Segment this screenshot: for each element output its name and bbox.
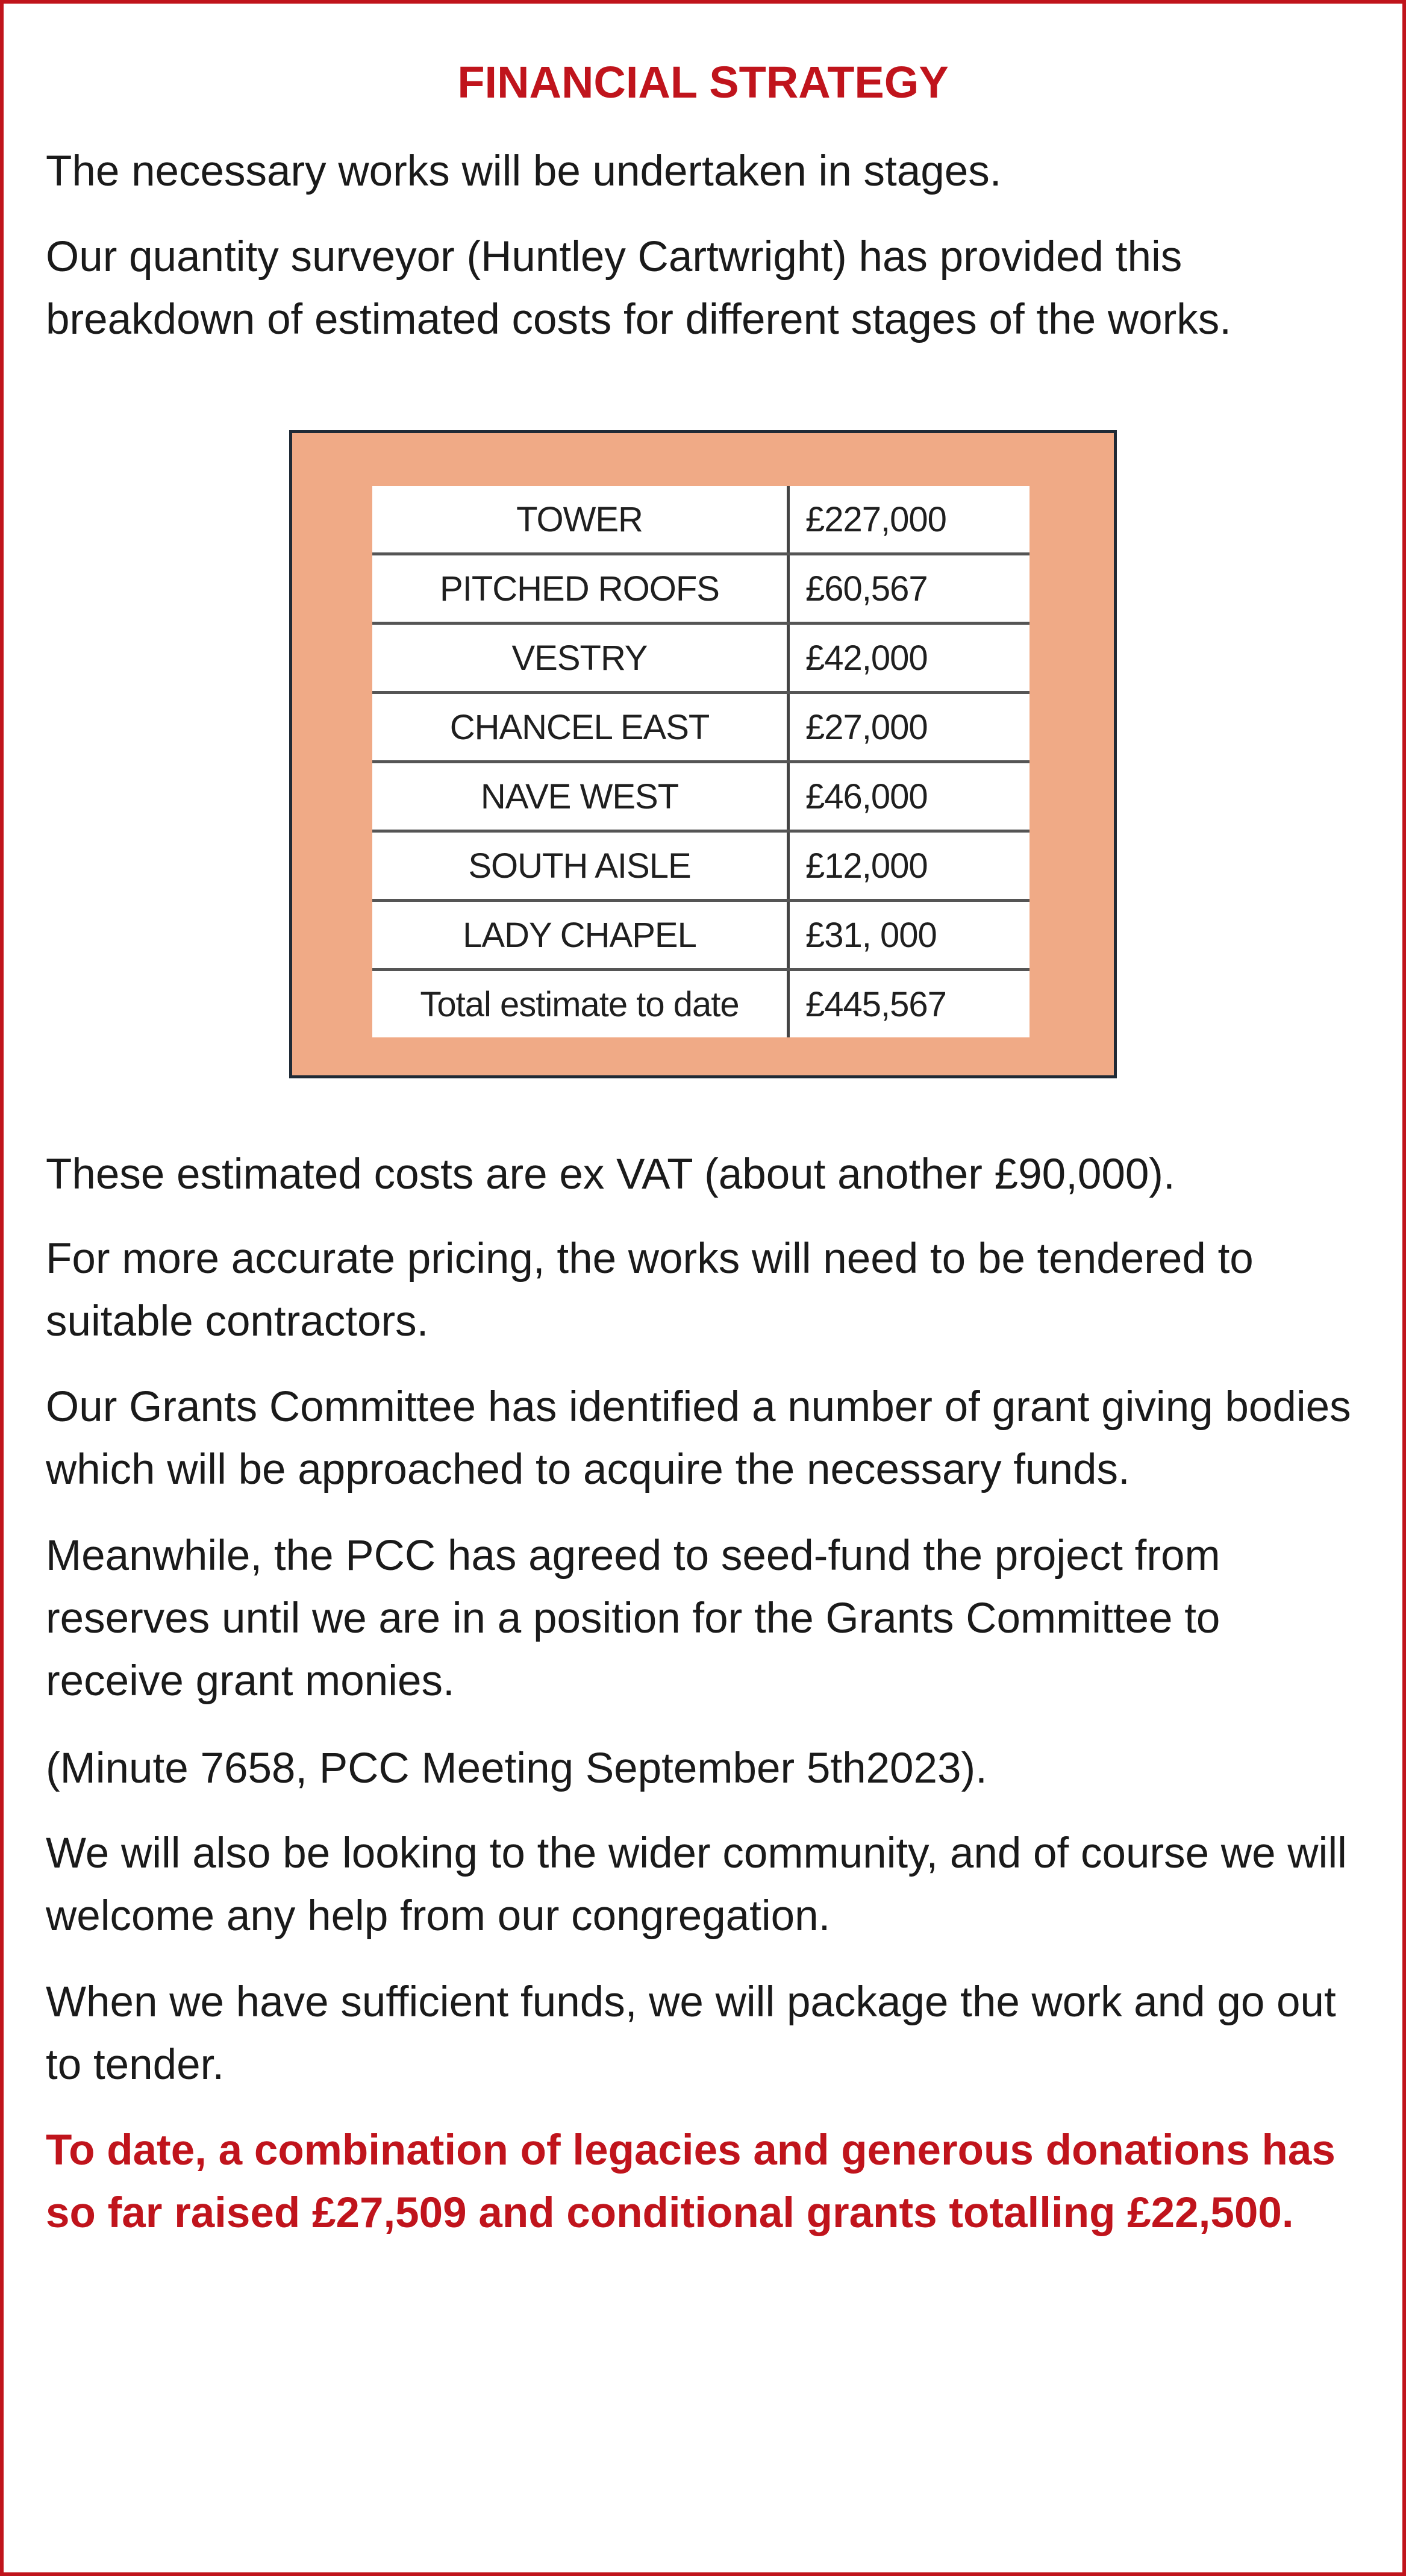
cost-item: PITCHED ROOFS [372,554,789,624]
community-paragraph: We will also be looking to the wider community, and of course we will welcome any help from our congregation. [46,1830,1347,1940]
minute-reference: (Minute 7658, PCC Meeting September 5th2023). [46,1745,987,1792]
cost-item: LADY CHAPEL [372,901,789,970]
table-row [372,554,1030,624]
cost-amount: £31, 000 [789,901,1030,970]
cost-amount: £27,000 [789,693,1030,762]
page-title: FINANCIAL STRATEGY [457,57,949,107]
grants-committee-paragraph: Our Grants Committee has identified a number of grant giving bodies which will be approached to acquire the necessary funds. [46,1383,1351,1493]
cost-item: TOWER [372,486,789,554]
cost-item: NAVE WEST [372,762,789,831]
cost-item: CHANCEL EAST [372,693,789,762]
table-total-row [372,970,1030,1038]
table-row [372,831,1030,901]
tender-paragraph: For more accurate pricing, the works will need to be tendered to suitable contractors. [46,1235,1254,1345]
cost-amount: £42,000 [789,624,1030,693]
total-label: Total estimate to date [372,970,789,1038]
cost-amount: £227,000 [789,486,1030,554]
fundraising-total-highlight: To date, a combination of legacies and generous donations has so far raised £27,509 and conditional grants totalling £22,500. [46,2127,1336,2237]
table-row [372,486,1030,554]
tender-plan-paragraph: When we have sufficient funds, we will package the work and go out to tender. [46,1978,1336,2089]
cost-amount: £12,000 [789,831,1030,901]
table-row [372,693,1030,762]
table-row [372,762,1030,831]
intro-paragraph-2: Our quantity surveyor (Huntley Cartwright) has provided this breakdown of estimated costs for different stages of the works. [46,233,1231,343]
cost-breakdown-table [372,486,1030,1037]
table-row [372,624,1030,693]
total-amount: £445,567 [805,984,946,1024]
cost-item: VESTRY [372,624,789,693]
cost-breakdown-panel [289,430,1117,1078]
cost-amount: £46,000 [789,762,1030,831]
table-row [372,901,1030,970]
cost-amount: £60,567 [789,554,1030,624]
intro-paragraph-1: The necessary works will be undertaken in stages. [46,148,1002,195]
vat-note-paragraph: These estimated costs are ex VAT (about another £90,000). [46,1151,1175,1198]
seed-fund-paragraph: Meanwhile, the PCC has agreed to seed-fund the project from reserves until we are in a position for the Grants Committee to receive grant monies. [46,1532,1220,1705]
cost-item: SOUTH AISLE [372,831,789,901]
